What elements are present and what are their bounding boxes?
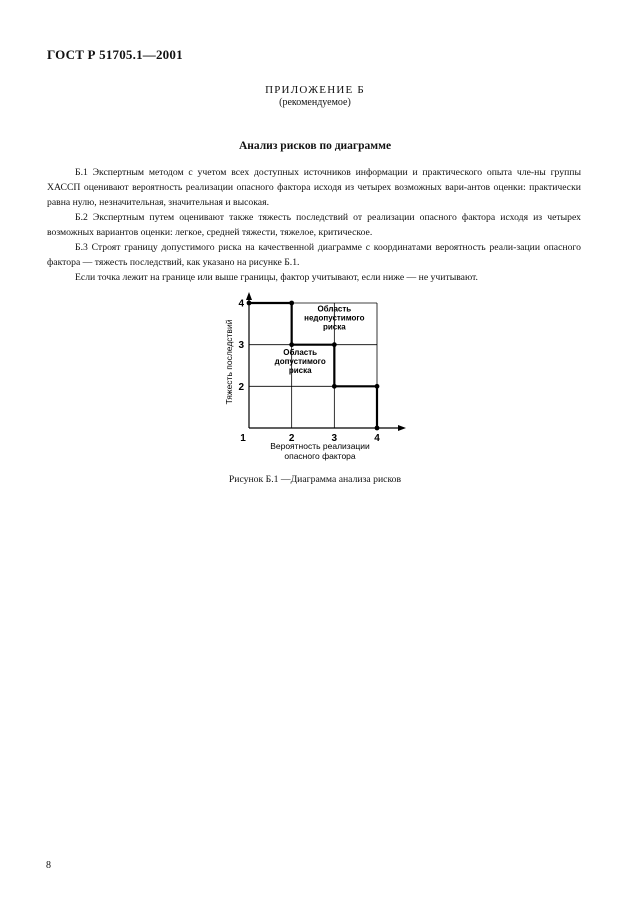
region-label-acceptable-2: риска bbox=[288, 366, 312, 376]
region-label-unacceptable-0: Область bbox=[317, 304, 352, 314]
figure-caption: Рисунок Б.1 —Диаграмма анализа рисков bbox=[228, 474, 402, 485]
boundary-point-5 bbox=[375, 384, 380, 389]
boundary-point-2 bbox=[289, 342, 294, 347]
region-label-acceptable-1: допустимого bbox=[274, 357, 326, 367]
y-axis-label: Тяжесть последствий bbox=[224, 319, 234, 405]
paragraph-b3: Б.3 Строят границу допустимого риска на качественной диаграмме с координатами вероятность реали-зации опасного фактора — тяжесть последствий, как указано на рисунке Б.1. bbox=[47, 242, 581, 268]
x-tick-label-1: 1 bbox=[240, 433, 246, 444]
paragraph-b1: Б.1 Экспертным методом с учетом всех доступных источников информации и практического опыта чле-ны группы ХАССП оценивают вероятность реализации опасного фактора исходя из четырех возможных вари-антов оценки: практически равна нулю, незначительная, значительная и высокая. bbox=[47, 167, 581, 208]
y-axis-arrow bbox=[246, 292, 252, 300]
boundary-point-6 bbox=[375, 426, 380, 431]
section-title: Анализ рисков по диаграмме bbox=[238, 140, 392, 152]
x-axis-label-line-1: Вероятность реализации bbox=[270, 441, 370, 451]
document-header: ГОСТ Р 51705.1—2001 bbox=[47, 47, 183, 62]
risk-diagram bbox=[220, 290, 420, 470]
x-axis-label-line-2: опасного фактора bbox=[284, 451, 356, 461]
boundary-point-0 bbox=[247, 301, 252, 306]
appendix-subtitle: (рекомендуемое) bbox=[279, 97, 351, 108]
body-text bbox=[47, 165, 581, 285]
x-tick-label-4: 4 bbox=[374, 433, 380, 444]
paragraph-b2: Б.2 Экспертным путем оценивают также тяжесть последствий от реализации опасного фактора исходя из четырех возможных вариантов оценки: легкое, средней тяжести, тяжелое, критическое. bbox=[47, 212, 581, 238]
region-label-acceptable-0: Область bbox=[283, 348, 318, 358]
y-tick-label-2: 2 bbox=[238, 381, 244, 393]
x-axis-arrow bbox=[398, 425, 406, 431]
appendix-title: ПРИЛОЖЕНИЕ Б bbox=[265, 84, 365, 96]
y-tick-label-4: 4 bbox=[238, 298, 244, 310]
paragraph-rule: Если точка лежит на границе или выше границы, фактор учитывают, если ниже — не учитывают. bbox=[75, 272, 478, 283]
boundary-point-1 bbox=[289, 301, 294, 306]
region-label-unacceptable-2: риска bbox=[322, 322, 346, 332]
region-label-unacceptable-1: недопустимого bbox=[304, 313, 365, 323]
region-labels bbox=[275, 304, 365, 375]
x-tick-label-2: 2 bbox=[288, 433, 295, 444]
page-number: 8 bbox=[46, 860, 51, 871]
x-tick-label-3: 3 bbox=[331, 433, 338, 444]
y-tick-label-3: 3 bbox=[238, 340, 244, 352]
boundary-point-4 bbox=[332, 384, 337, 389]
boundary-point-3 bbox=[332, 342, 337, 347]
